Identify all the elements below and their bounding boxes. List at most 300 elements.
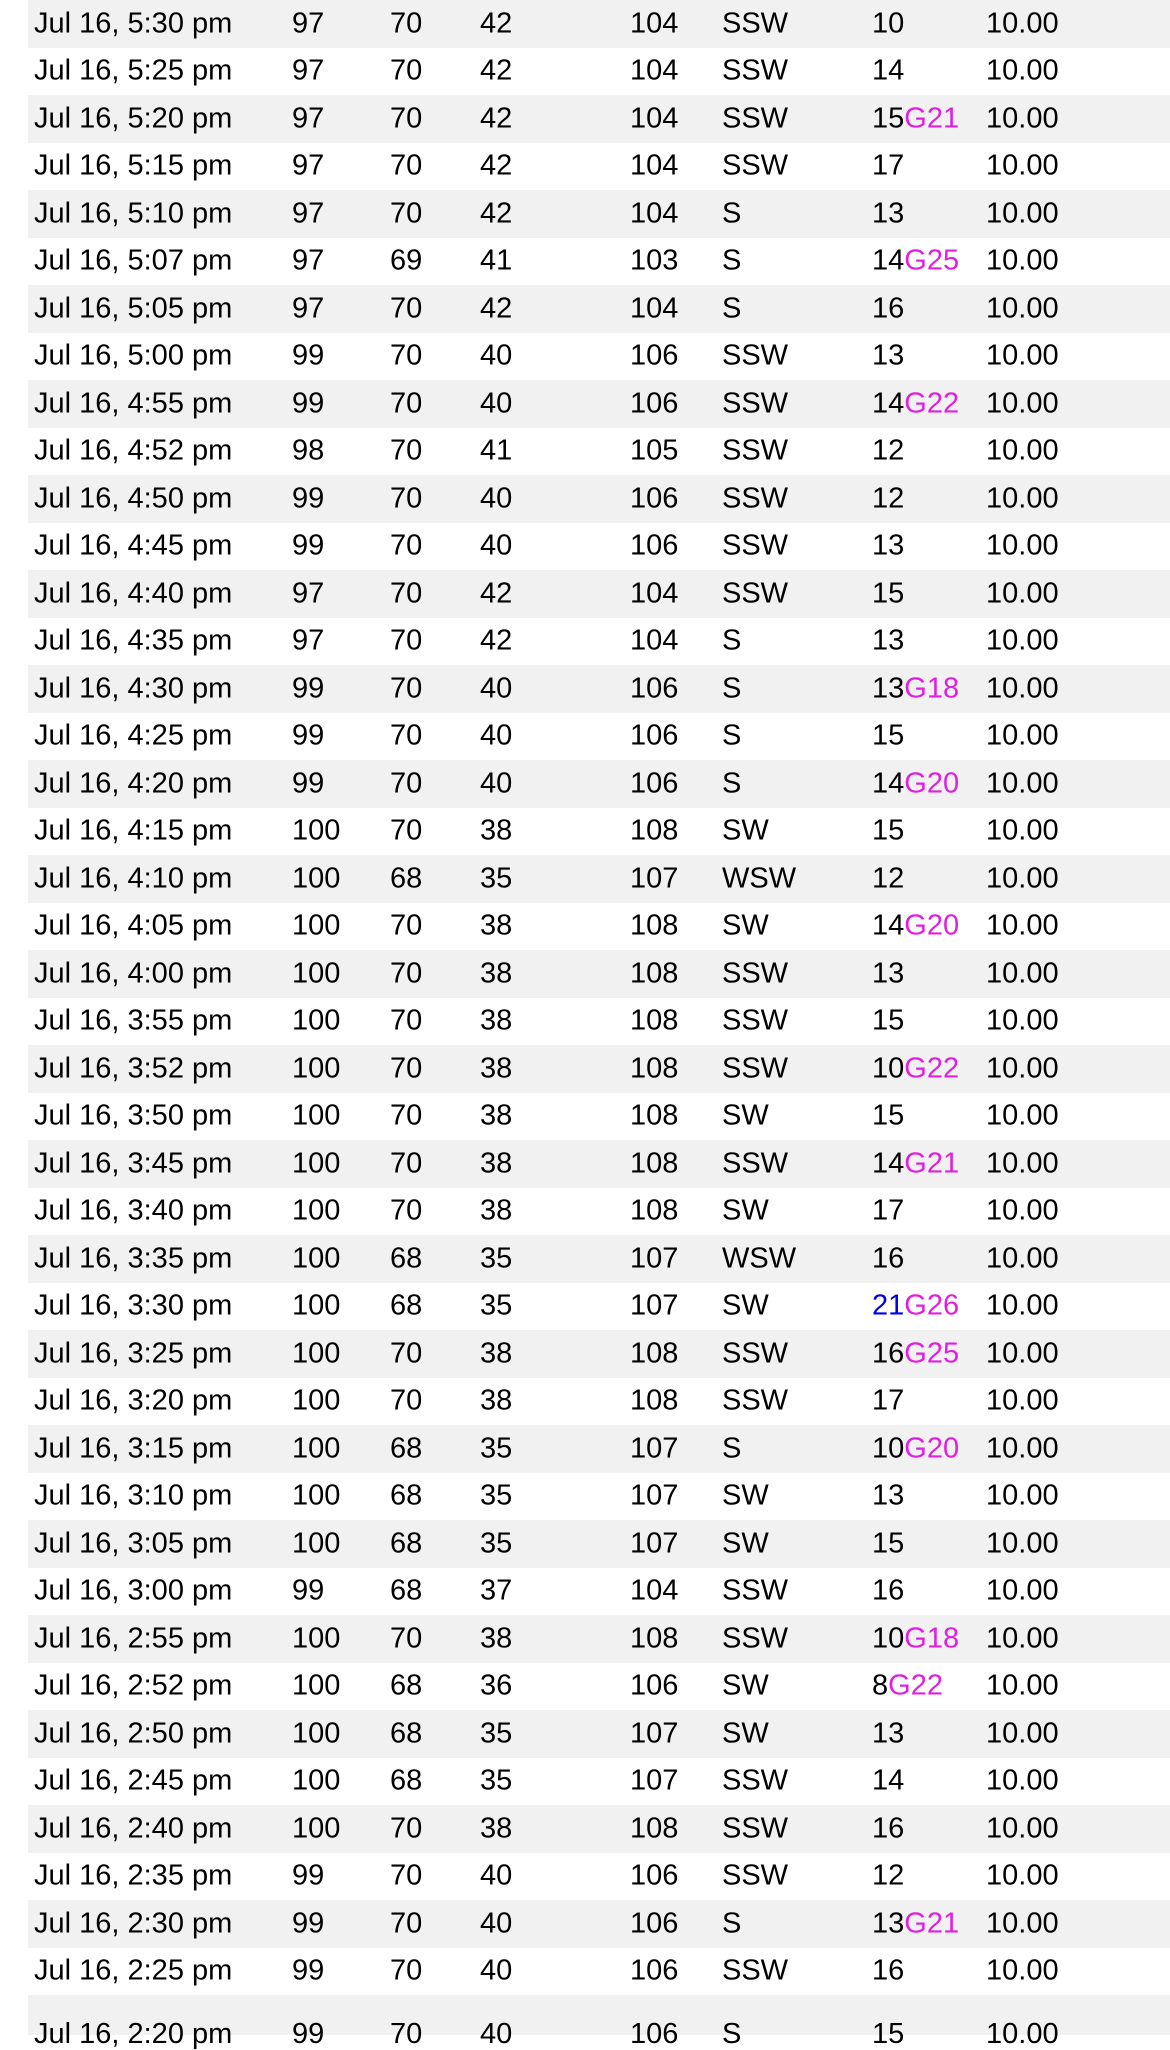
row-temperature: 99: [292, 672, 325, 705]
row-humidity: 35: [480, 1717, 513, 1750]
wind-sustained: 13: [872, 624, 905, 657]
table-row: [28, 570, 1170, 618]
row-wind-direction: SSW: [722, 1052, 789, 1085]
row-temperature: 99: [292, 1574, 325, 1607]
row-visibility: 10.00: [986, 909, 1059, 942]
row-time: Jul 16, 2:40 pm: [34, 1812, 233, 1845]
row-dewpoint: 70: [390, 624, 423, 657]
row-visibility: 10.00: [986, 1812, 1059, 1845]
row-time: Jul 16, 3:25 pm: [34, 1337, 233, 1370]
row-wind-direction: SSW: [722, 7, 789, 40]
row-time: Jul 16, 4:20 pm: [34, 767, 233, 800]
wind-sustained: 10: [872, 1432, 905, 1465]
table-row: [28, 1663, 1170, 1711]
row-dewpoint: 68: [390, 1574, 423, 1607]
wind-gust: G20: [904, 1432, 960, 1465]
row-wind-direction: S: [722, 197, 742, 230]
row-visibility: 10.00: [986, 1242, 1059, 1275]
row-humidity: 40: [480, 339, 513, 372]
row-temperature: 99: [292, 719, 325, 752]
row-humidity: 42: [480, 197, 513, 230]
row-time: Jul 16, 3:10 pm: [34, 1479, 233, 1512]
table-row: [28, 1568, 1170, 1616]
row-temperature: 100: [292, 1289, 341, 1322]
row-temperature: 99: [292, 339, 325, 372]
table-row: [28, 855, 1170, 903]
row-time: Jul 16, 2:45 pm: [34, 1764, 233, 1797]
row-temperature: 97: [292, 292, 325, 325]
wind-sustained: 14: [872, 54, 905, 87]
row-time: Jul 16, 5:07 pm: [34, 244, 233, 277]
row-wind-direction: SW: [722, 1717, 769, 1750]
row-dewpoint: 68: [390, 1289, 423, 1322]
table-row: [28, 1330, 1170, 1378]
table-row: [28, 1853, 1170, 1901]
row-wind-direction: SSW: [722, 529, 789, 562]
row-humidity: 38: [480, 1052, 513, 1085]
row-humidity: 40: [480, 2018, 513, 2050]
row-wind-speed: [872, 1339, 959, 1368]
table-row: [28, 1378, 1170, 1426]
row-dewpoint: 70: [390, 339, 423, 372]
row-wind-speed: [872, 149, 905, 182]
row-humidity: 40: [480, 529, 513, 562]
row-heat-index: 107: [630, 1479, 679, 1512]
row-temperature: 100: [292, 1384, 341, 1417]
wind-sustained: 12: [872, 434, 905, 467]
row-wind-direction: S: [722, 719, 742, 752]
row-temperature: 99: [292, 1907, 325, 1940]
row-humidity: 35: [480, 1527, 513, 1560]
table-row: [28, 333, 1170, 381]
row-heat-index: 108: [630, 1194, 679, 1227]
row-humidity: 41: [480, 244, 513, 277]
row-temperature: 100: [292, 1669, 341, 1702]
row-heat-index: 108: [630, 1337, 679, 1370]
row-time: Jul 16, 4:52 pm: [34, 434, 233, 467]
row-temperature: 99: [292, 767, 325, 800]
row-wind-direction: SW: [722, 1194, 769, 1227]
row-humidity: 40: [480, 1954, 513, 1987]
row-wind-direction: SSW: [722, 1764, 789, 1797]
row-heat-index: 108: [630, 1812, 679, 1845]
table-row: [28, 1520, 1170, 1568]
row-visibility: 10.00: [986, 767, 1059, 800]
wind-sustained: 15: [872, 577, 905, 610]
row-visibility: 10.00: [986, 387, 1059, 420]
row-wind-speed: [872, 1954, 905, 1987]
row-wind-direction: SSW: [722, 1812, 789, 1845]
wind-sustained: 16: [872, 1954, 905, 1987]
row-heat-index: 106: [630, 767, 679, 800]
row-temperature: 100: [292, 1194, 341, 1227]
row-wind-speed: [872, 719, 905, 752]
row-dewpoint: 68: [390, 1479, 423, 1512]
row-wind-direction: SSW: [722, 54, 789, 87]
row-heat-index: 106: [630, 719, 679, 752]
row-humidity: 38: [480, 1812, 513, 1845]
row-visibility: 10.00: [986, 1432, 1059, 1465]
row-dewpoint: 70: [390, 1907, 423, 1940]
row-visibility: 10.00: [986, 1764, 1059, 1797]
row-dewpoint: 70: [390, 1004, 423, 1037]
row-wind-speed: [872, 199, 904, 228]
row-wind-speed: [872, 1624, 959, 1653]
row-time: Jul 16, 3:50 pm: [34, 1099, 233, 1132]
row-visibility: 10.00: [986, 1289, 1059, 1322]
row-visibility: 10.00: [986, 672, 1059, 705]
wind-gust: G25: [904, 244, 960, 277]
row-temperature: 99: [292, 1954, 325, 1987]
row-humidity: 38: [480, 1337, 513, 1370]
row-visibility: 10.00: [986, 862, 1059, 895]
row-wind-speed: [872, 389, 959, 418]
wind-sustained: 17: [872, 149, 905, 182]
row-time: Jul 16, 3:35 pm: [34, 1242, 233, 1275]
row-time: Jul 16, 4:55 pm: [34, 387, 233, 420]
wind-sustained: 14: [872, 767, 905, 800]
row-visibility: 10.00: [986, 1194, 1059, 1227]
row-humidity: 38: [480, 1004, 513, 1037]
table-row: [28, 903, 1170, 951]
row-wind-speed: [872, 1004, 905, 1037]
row-humidity: 38: [480, 1099, 513, 1132]
row-humidity: 42: [480, 54, 513, 87]
row-humidity: 40: [480, 767, 513, 800]
row-humidity: 42: [480, 7, 513, 40]
row-dewpoint: 70: [390, 672, 423, 705]
row-time: Jul 16, 5:20 pm: [34, 102, 233, 135]
wind-sustained: 13: [872, 339, 905, 372]
row-temperature: 100: [292, 1337, 341, 1370]
row-wind-direction: SSW: [722, 1004, 789, 1037]
row-time: Jul 16, 3:30 pm: [34, 1289, 233, 1322]
row-wind-speed: [872, 1244, 904, 1273]
row-temperature: 98: [292, 434, 325, 467]
row-dewpoint: 70: [390, 957, 423, 990]
row-wind-speed: [872, 1719, 904, 1748]
wind-gust: G20: [904, 767, 960, 800]
row-visibility: 10.00: [986, 1669, 1059, 1702]
row-wind-direction: S: [722, 2018, 742, 2050]
table-row: [28, 1615, 1170, 1663]
row-wind-speed: [872, 1574, 905, 1607]
row-time: Jul 16, 3:45 pm: [34, 1147, 233, 1180]
wind-sustained: 17: [872, 1384, 905, 1417]
table-row: [28, 1473, 1170, 1521]
table-row: [28, 665, 1170, 713]
row-heat-index: 107: [630, 1717, 679, 1750]
row-temperature: 100: [292, 814, 341, 847]
row-dewpoint: 68: [390, 1717, 423, 1750]
table-row: [28, 998, 1170, 1046]
wind-gust: G26: [904, 1289, 960, 1322]
row-temperature: 99: [292, 2018, 325, 2050]
row-heat-index: 108: [630, 814, 679, 847]
row-wind-direction: SSW: [722, 339, 789, 372]
row-wind-speed: [872, 1384, 905, 1417]
wind-sustained: 15: [872, 1527, 905, 1560]
wind-sustained: 10: [872, 7, 905, 40]
wind-sustained: 14: [872, 909, 905, 942]
table-row: [28, 238, 1170, 286]
row-humidity: 40: [480, 1907, 513, 1940]
table-row: [28, 143, 1170, 191]
row-wind-direction: SSW: [722, 1859, 789, 1892]
row-heat-index: 108: [630, 1622, 679, 1655]
row-visibility: 10.00: [986, 1052, 1059, 1085]
table-row: [28, 1140, 1170, 1188]
row-wind-direction: SW: [722, 909, 769, 942]
row-dewpoint: 70: [390, 529, 423, 562]
row-heat-index: 107: [630, 1289, 679, 1322]
row-temperature: 100: [292, 1052, 341, 1085]
row-heat-index: 104: [630, 624, 679, 657]
wind-sustained: 15: [872, 814, 905, 847]
row-visibility: 10.00: [986, 7, 1059, 40]
row-time: Jul 16, 2:55 pm: [34, 1622, 233, 1655]
row-visibility: 10.00: [986, 529, 1059, 562]
row-dewpoint: 70: [390, 1147, 423, 1180]
row-wind-speed: [872, 1764, 905, 1797]
wind-sustained: 16: [872, 292, 905, 325]
row-time: Jul 16, 3:05 pm: [34, 1527, 233, 1560]
wind-sustained: 12: [872, 1859, 905, 1892]
row-humidity: 38: [480, 1384, 513, 1417]
wind-gust: G22: [904, 387, 960, 420]
observations-table: [28, 0, 1170, 2050]
row-dewpoint: 70: [390, 767, 423, 800]
table-row: [28, 1995, 1170, 2050]
row-visibility: 10.00: [986, 54, 1059, 87]
row-dewpoint: 70: [390, 54, 423, 87]
row-time: Jul 16, 4:35 pm: [34, 624, 233, 657]
row-heat-index: 104: [630, 149, 679, 182]
wind-sustained: 13: [872, 529, 905, 562]
row-dewpoint: 70: [390, 1812, 423, 1845]
row-heat-index: 104: [630, 54, 679, 87]
row-humidity: 35: [480, 1289, 513, 1322]
row-heat-index: 104: [630, 1574, 679, 1607]
wind-sustained: 15: [872, 102, 905, 135]
row-dewpoint: 70: [390, 197, 423, 230]
row-humidity: 42: [480, 102, 513, 135]
table-row: [28, 808, 1170, 856]
row-dewpoint: 68: [390, 1764, 423, 1797]
row-wind-speed: [872, 769, 959, 798]
row-heat-index: 108: [630, 1004, 679, 1037]
row-time: Jul 16, 4:00 pm: [34, 957, 233, 990]
row-wind-speed: [872, 339, 905, 372]
row-time: Jul 16, 2:35 pm: [34, 1859, 233, 1892]
row-time: Jul 16, 4:45 pm: [34, 529, 233, 562]
row-temperature: 97: [292, 624, 325, 657]
row-dewpoint: 70: [390, 292, 423, 325]
row-wind-direction: SSW: [722, 1147, 789, 1180]
wind-sustained: 17: [872, 1194, 905, 1227]
row-temperature: 99: [292, 482, 325, 515]
row-visibility: 10.00: [986, 719, 1059, 752]
row-dewpoint: 70: [390, 2018, 423, 2050]
row-humidity: 37: [480, 1574, 513, 1607]
row-wind-speed: [872, 1909, 959, 1938]
wind-sustained: 15: [872, 719, 905, 752]
row-temperature: 97: [292, 149, 325, 182]
row-wind-speed: [872, 244, 960, 277]
row-humidity: 40: [480, 672, 513, 705]
wind-sustained: 14: [872, 1764, 905, 1797]
row-humidity: 35: [480, 1479, 513, 1512]
row-dewpoint: 70: [390, 909, 423, 942]
table-row: [28, 475, 1170, 523]
row-wind-direction: S: [722, 1432, 742, 1465]
row-temperature: 97: [292, 244, 325, 277]
row-visibility: 10.00: [986, 434, 1059, 467]
row-humidity: 36: [480, 1669, 513, 1702]
row-wind-speed: [872, 959, 904, 988]
table-row: [28, 523, 1170, 571]
row-wind-speed: [872, 1479, 905, 1512]
table-row: [28, 380, 1170, 428]
row-wind-speed: [872, 54, 905, 87]
row-heat-index: 104: [630, 197, 679, 230]
row-wind-direction: SW: [722, 814, 769, 847]
wind-sustained: 14: [872, 244, 905, 277]
row-time: Jul 16, 3:40 pm: [34, 1194, 233, 1227]
row-visibility: 10.00: [986, 1147, 1059, 1180]
row-time: Jul 16, 4:25 pm: [34, 719, 233, 752]
row-temperature: 100: [292, 1099, 341, 1132]
row-heat-index: 104: [630, 292, 679, 325]
row-temperature: 99: [292, 1859, 325, 1892]
row-dewpoint: 70: [390, 1194, 423, 1227]
row-heat-index: 104: [630, 577, 679, 610]
row-humidity: 38: [480, 1622, 513, 1655]
row-wind-speed: [872, 1814, 904, 1843]
row-heat-index: 106: [630, 1859, 679, 1892]
row-time: Jul 16, 3:00 pm: [34, 1574, 233, 1607]
row-wind-speed: [872, 104, 959, 133]
table-row: [28, 1710, 1170, 1758]
row-wind-direction: S: [722, 672, 742, 705]
row-dewpoint: 70: [390, 1384, 423, 1417]
row-dewpoint: 70: [390, 7, 423, 40]
row-wind-direction: SSW: [722, 102, 789, 135]
row-time: Jul 16, 4:40 pm: [34, 577, 233, 610]
row-heat-index: 106: [630, 1907, 679, 1940]
row-visibility: 10.00: [986, 1099, 1059, 1132]
row-wind-direction: S: [722, 292, 742, 325]
row-humidity: 42: [480, 624, 513, 657]
row-heat-index: 104: [630, 7, 679, 40]
row-humidity: 38: [480, 957, 513, 990]
row-heat-index: 104: [630, 102, 679, 135]
row-visibility: 10.00: [986, 957, 1059, 990]
row-heat-index: 107: [630, 1764, 679, 1797]
table-row: [28, 1045, 1170, 1093]
row-wind-speed: [872, 294, 904, 323]
row-dewpoint: 68: [390, 862, 423, 895]
row-wind-direction: WSW: [722, 862, 797, 895]
row-wind-direction: SW: [722, 1479, 769, 1512]
row-heat-index: 107: [630, 1242, 679, 1275]
wind-sustained: 10: [872, 1052, 905, 1085]
row-visibility: 10.00: [986, 577, 1059, 610]
row-wind-speed: [872, 1194, 905, 1227]
row-humidity: 35: [480, 862, 513, 895]
row-dewpoint: 70: [390, 1052, 423, 1085]
row-humidity: 38: [480, 1147, 513, 1180]
row-time: Jul 16, 5:00 pm: [34, 339, 233, 372]
row-visibility: 10.00: [986, 292, 1059, 325]
row-time: Jul 16, 5:10 pm: [34, 197, 233, 230]
row-heat-index: 108: [630, 1052, 679, 1085]
row-time: Jul 16, 2:20 pm: [34, 2018, 233, 2050]
row-temperature: 100: [292, 1004, 341, 1037]
row-visibility: 10.00: [986, 1717, 1059, 1750]
wind-gust: G18: [904, 1622, 960, 1655]
row-time: Jul 16, 3:15 pm: [34, 1432, 233, 1465]
wind-gust: G21: [904, 1147, 960, 1180]
row-wind-direction: SSW: [722, 1574, 789, 1607]
row-wind-speed: [872, 1289, 960, 1322]
row-heat-index: 108: [630, 1384, 679, 1417]
table-row: [28, 1188, 1170, 1236]
row-wind-direction: SSW: [722, 1384, 789, 1417]
row-wind-speed: [872, 434, 905, 467]
row-wind-speed: [872, 1099, 905, 1132]
row-temperature: 100: [292, 957, 341, 990]
table-row: [28, 285, 1170, 333]
row-humidity: 35: [480, 1764, 513, 1797]
row-visibility: 10.00: [986, 1527, 1059, 1560]
row-time: Jul 16, 4:50 pm: [34, 482, 233, 515]
row-time: Jul 16, 5:30 pm: [34, 7, 233, 40]
row-time: Jul 16, 5:05 pm: [34, 292, 233, 325]
row-heat-index: 106: [630, 339, 679, 372]
row-wind-direction: SSW: [722, 1954, 789, 1987]
row-humidity: 40: [480, 719, 513, 752]
row-wind-speed: [872, 624, 905, 657]
row-humidity: 42: [480, 577, 513, 610]
row-humidity: 35: [480, 1432, 513, 1465]
row-visibility: 10.00: [986, 339, 1059, 372]
row-temperature: 97: [292, 7, 325, 40]
wind-sustained: 15: [872, 1099, 905, 1132]
row-dewpoint: 70: [390, 387, 423, 420]
table-row: [28, 1758, 1170, 1806]
row-visibility: 10.00: [986, 1907, 1059, 1940]
table-row: [28, 1425, 1170, 1473]
wind-sustained: 12: [872, 862, 905, 895]
row-dewpoint: 70: [390, 1859, 423, 1892]
row-humidity: 38: [480, 814, 513, 847]
wind-sustained: 12: [872, 482, 905, 515]
table-row: [28, 1948, 1170, 1996]
row-visibility: 10.00: [986, 102, 1059, 135]
row-time: Jul 16, 4:05 pm: [34, 909, 233, 942]
row-dewpoint: 70: [390, 1337, 423, 1370]
row-dewpoint: 68: [390, 1527, 423, 1560]
row-heat-index: 108: [630, 1099, 679, 1132]
row-temperature: 100: [292, 1622, 341, 1655]
row-visibility: 10.00: [986, 624, 1059, 657]
row-wind-speed: [872, 909, 960, 942]
row-dewpoint: 70: [390, 1954, 423, 1987]
row-visibility: 10.00: [986, 1574, 1059, 1607]
wind-sustained: 16: [872, 1812, 905, 1845]
wind-gust: G22: [904, 1052, 960, 1085]
